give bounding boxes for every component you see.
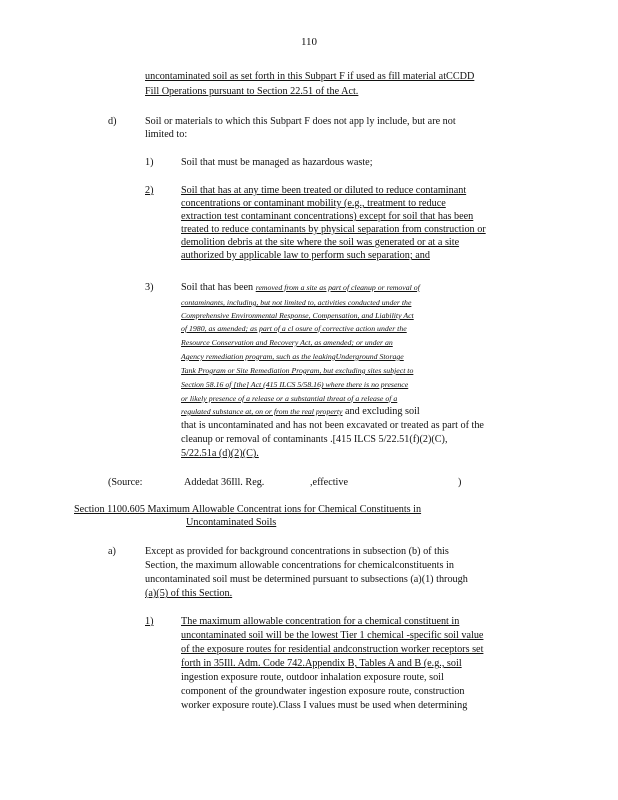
small-line: Section 58.16 of [the] Act (415 ILCS 5/58.16) where there is no presence: [181, 380, 409, 389]
body-line: cleanup or removal of contaminants .[415 ILCS 5/22.51(f)(2)(C),: [181, 434, 448, 445]
body-line: authorized by applicable law to perform such separation; and: [181, 250, 430, 261]
item-label-a: a): [108, 546, 116, 557]
body-line: The maximum allowable concentration for a chemical constituent in: [181, 616, 460, 627]
section-heading: Section 1100.605 Maximum Allowable Concentrat ions for Chemical Constituents in: [74, 504, 422, 515]
body-line: Section, the maximum allowable concentrations for chemicalconstituents in: [145, 560, 454, 571]
small-line: Comprehensive Environmental Response, Compensation, and Liability Act: [181, 311, 414, 320]
body-line: demolition debris at the site where the soil was generated or at a site: [181, 237, 460, 248]
body-line: 5/22.51a (d)(2)(C).: [181, 448, 259, 459]
source-label: (Source:: [108, 477, 143, 488]
struck-text: regulated substance at, on or from the real property: [181, 407, 343, 416]
body-line: concentrations or contaminant mobility (e.g., treatment to reduce: [181, 198, 446, 209]
body-line: forth in 35Ill. Adm. Code 742.Appendix B, Tables A and B (e.g., soil: [181, 658, 462, 669]
source-close: ): [458, 477, 462, 488]
section-heading: Uncontaminated Soils: [186, 517, 277, 528]
small-line: Agency remediation program, such as the leakingUnderground Storage: [181, 352, 404, 361]
source-effective: ,effective: [310, 477, 348, 488]
page-number: 110: [300, 36, 318, 48]
body-line: component of the groundwater ingestion exposure route, construction: [181, 686, 465, 697]
body-line: [181, 406, 420, 418]
body-line: Except as provided for background concentrations in subsection (b) of this: [145, 546, 449, 557]
body-line: ingestion exposure route, outdoor inhalation exposure route, soil: [181, 672, 444, 683]
body-line: treated to reduce contaminants by physical separation from construction or: [181, 224, 486, 235]
body-line: Soil or materials to which this Subpart F does not app ly include, but are not: [145, 116, 456, 127]
struck-text: removed from a site as part of cleanup or removal of: [255, 283, 420, 292]
body-line: limited to:: [145, 129, 188, 140]
body-line: that is uncontaminated and has not been excavated or treated as part of the: [181, 420, 484, 431]
body-line: Soil that has at any time been treated or diluted to reduce contaminant: [181, 185, 467, 196]
body-line: Fill Operations pursuant to Section 22.51 of the Act.: [145, 86, 359, 97]
small-line: Tank Program or Site Remediation Program, but excluding sites subject to: [181, 366, 414, 375]
item-label-a1: 1): [145, 616, 154, 627]
small-line: or likely presence of a release or a substantial threat of a release of a: [181, 394, 398, 403]
body-line: of the exposure routes for residential andconstruction worker receptors set: [181, 644, 484, 655]
small-line: contaminants, including, but not limited to, activities conducted under the: [181, 298, 412, 307]
plain-text: and excluding soil: [345, 406, 420, 417]
item-label-d: d): [108, 116, 117, 127]
item-label-2: 2): [145, 185, 154, 196]
item-label-1: 1): [145, 157, 154, 168]
plain-text: Soil that has been: [181, 282, 254, 293]
source-amended: Addedat 36Ill. Reg.: [184, 477, 265, 488]
item-label-3: 3): [145, 282, 154, 293]
body-line: (a)(5) of this Section.: [145, 588, 233, 599]
body-line: Soil that must be managed as hazardous waste;: [181, 157, 373, 168]
body-line: uncontaminated soil will be the lowest Tier 1 chemical -specific soil value: [181, 630, 484, 641]
body-line: uncontaminated soil must be determined pursuant to subsections (a)(1) through: [145, 574, 468, 585]
body-line: uncontaminated soil as set forth in this Subpart F if used as fill material atCCDD: [145, 71, 475, 82]
small-line: of 1980, as amended; as part of a cl osure of corrective action under the: [181, 324, 407, 333]
body-line: worker exposure route).Class I values must be used when determining: [181, 700, 468, 711]
body-line: extraction test contaminant concentrations) except for soil that has been: [181, 211, 474, 222]
body-line: [181, 282, 420, 294]
small-line: Resource Conservation and Recovery Act, as amended; or under an: [181, 338, 393, 347]
